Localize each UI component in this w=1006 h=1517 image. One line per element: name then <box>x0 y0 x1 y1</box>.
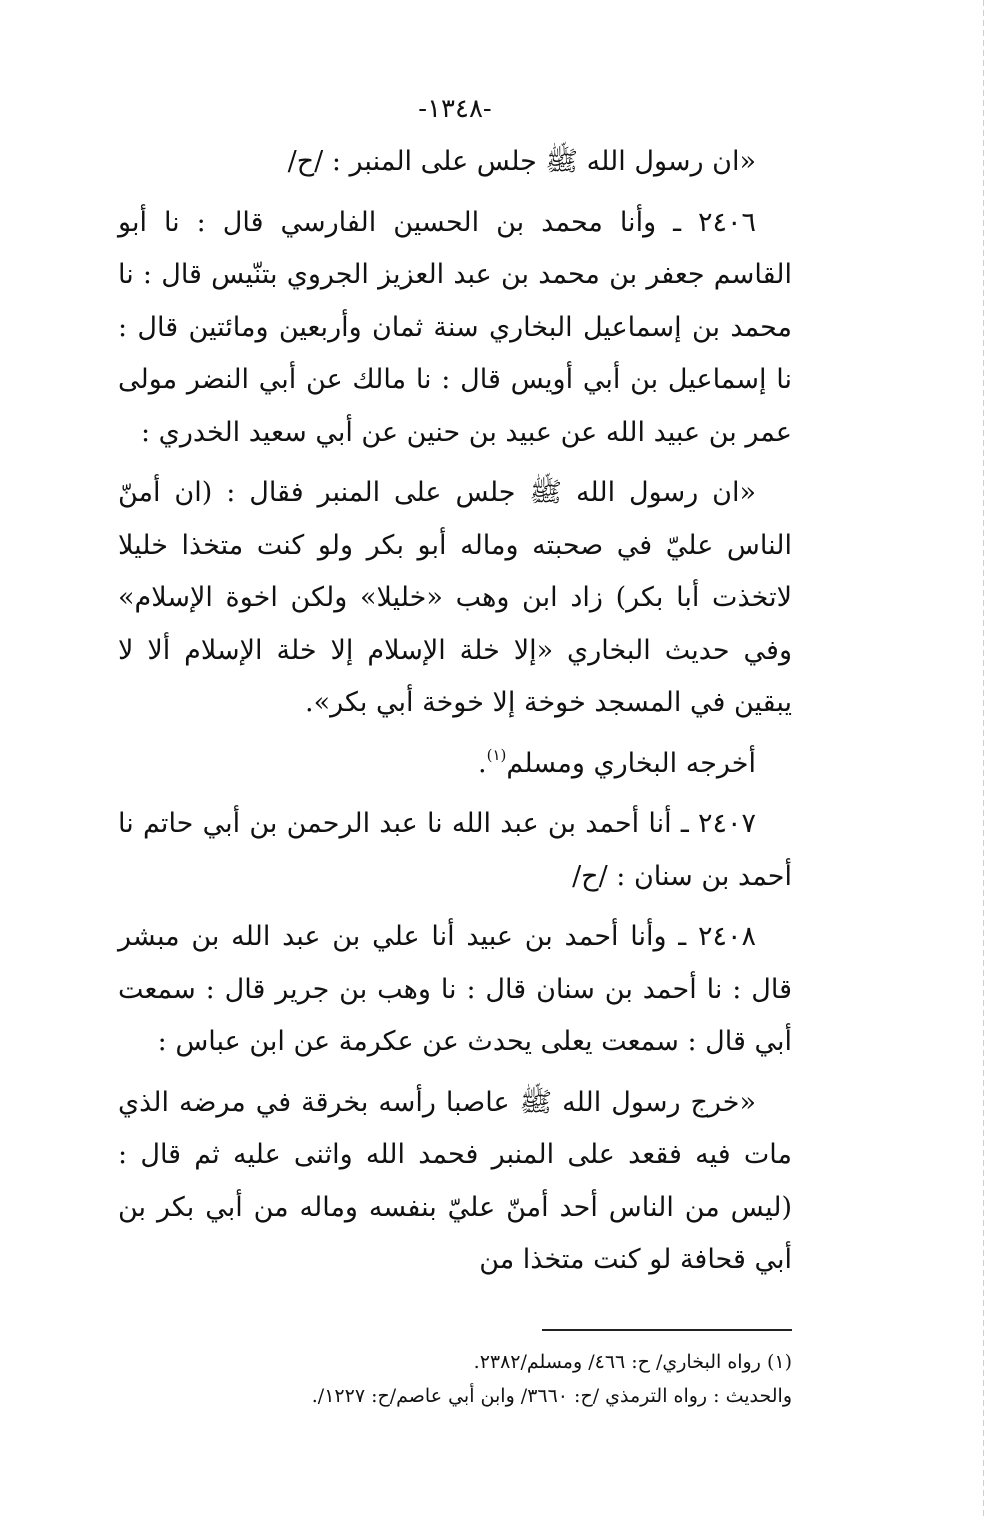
paragraph-4-text: أخرجه البخاري ومسلم <box>506 747 756 779</box>
paragraph-1 <box>118 136 792 189</box>
paragraph-2-text: ٢٤٠٦ ـ وأنا محمد بن الحسين الفارسي قال : نا أبو القاسم جعفر بن محمد بن عبد العزيز الجروي بتنّيس قال : نا محمد بن إسماعيل البخاري سنة ثمان وأربعين ومائتين قال : نا إسماعيل بن أبي أويس قال : نا مالك عن أبي النضر مولى عمر بن عبيد الله عن عبيد بن حنين عن أبي سعيد الخدري : <box>118 206 792 448</box>
footnote-marker: (١) <box>486 745 507 764</box>
book-page <box>118 92 792 1413</box>
paragraph-5-text: ٢٤٠٧ ـ أنا أحمد بن عبد الله نا عبد الرحمن بن أبي حاتم نا أحمد بن سنان : /ح/ <box>118 808 792 892</box>
footnote-1: (١) رواه البخاري/ ح: ٤٦٦/ ومسلم/٢٣٨٢. <box>473 1350 792 1373</box>
scan-edge-line <box>983 0 984 1517</box>
paragraph-7 <box>118 1077 792 1287</box>
paragraph-hadith-2408 <box>118 911 792 1069</box>
paragraph-3-text: «ان رسول الله ﷺ جلس على المنبر فقال : (ان أمنّ الناس عليّ في صحبته وماله أبو بكر ولو كنت متخذا خليلا لاتخذت أبا بكر) زاد ابن وهب «خليلا» ولكن اخوة الإسلام» وفي حديث البخاري «إلا خلة الإسلام إلا خلة الإسلام ألا لا يبقين في المسجد خوخة إلا خوخة أبي بكر». <box>118 477 792 718</box>
paragraph-hadith-2407 <box>118 798 792 903</box>
paragraph-7-text: «خرج رسول الله ﷺ عاصبا رأسه بخرقة في مرضه الذي مات فيه فقعد على المنبر فحمد الله واثنى عليه ثم قال : (ليس من الناس أحد أمنّ عليّ بنفسه وماله من أبي بكر بن أبي قحافة لو كنت متخذا من <box>118 1086 792 1275</box>
paragraph-hadith-2406 <box>118 197 792 460</box>
footnote-2: والحديث : رواه الترمذي /ح: ٣٦٦٠/ وابن أبي عاصم/ح: ١٢٢٧/. <box>311 1384 792 1407</box>
footnote-divider <box>542 1329 792 1331</box>
paragraph-4-suffix: . <box>478 747 487 779</box>
paragraph-takhrij <box>118 738 792 791</box>
paragraph-6-text: ٢٤٠٨ ـ وأنا أحمد بن عبيد أنا علي بن عبد الله بن مبشر قال : نا أحمد بن سنان قال : نا وهب بن جرير قال : سمعت أبي قال : سمعت يعلى يحدث عن عكرمة عن ابن عباس : <box>118 921 792 1057</box>
paragraph-3 <box>118 467 792 730</box>
page-number: -١٣٤٨- <box>418 94 492 124</box>
paragraph-1-text: «ان رسول الله ﷺ جلس على المنبر : /ح/ <box>287 146 756 177</box>
